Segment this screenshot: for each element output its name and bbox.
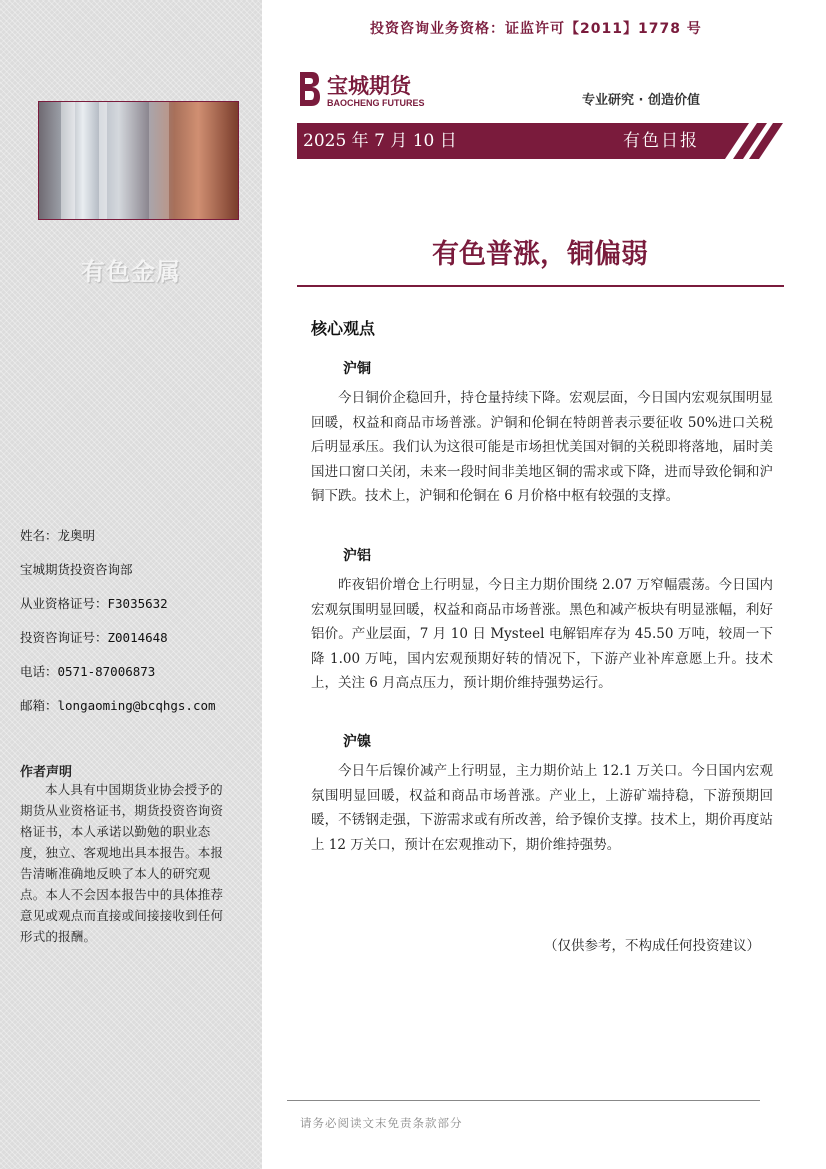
section-title: 沪铜 xyxy=(343,361,371,377)
logo-mark-icon xyxy=(297,70,321,108)
section-copper xyxy=(311,358,773,509)
sidebar xyxy=(0,0,262,1169)
cover-photo xyxy=(38,101,239,220)
author-department: 宝城期货投资咨询部 xyxy=(20,562,133,577)
declaration-title: 作者声明 xyxy=(20,765,73,780)
report-type: 有色日报 xyxy=(623,131,699,151)
logo-english: BAOCHENG FUTURES xyxy=(327,98,425,108)
qualification-line: 投资咨询业务资格：证监许可【2011】1778 号 xyxy=(370,21,702,37)
date-banner xyxy=(297,123,787,159)
section-title: 沪镍 xyxy=(343,734,371,750)
section-aluminum xyxy=(311,545,773,696)
section-body: 今日午后镍价减产上行明显，主力期价站上 12.1 万关口。今日国内宏观氛围明显回暖，权益和商品市场普涨。产业上，上游矿端持稳，下游预期回暖，不锈钢走强，下游需求或有所改善，给予镍价支撑。技术上，期价再度站上 12 万关口，预计在宏观推动下，期价维持强势。 xyxy=(311,763,773,853)
tagline: 专业研究 · 创造价值 xyxy=(582,93,700,108)
category-title: 有色金属 xyxy=(81,258,181,286)
section-title: 沪铝 xyxy=(343,548,371,564)
headline-divider xyxy=(297,285,784,287)
disclaimer: （仅供参考，不构成任何投资建议） xyxy=(544,938,760,954)
logo-name: 宝城期货 xyxy=(327,74,411,98)
footer-divider xyxy=(287,1100,760,1101)
footer-note: 请务必阅读文末免责条款部分 xyxy=(300,1116,463,1130)
section-nickel xyxy=(311,731,773,857)
email: 邮箱：longaoming@bcqhgs.com xyxy=(20,698,216,713)
phone: 电话：0571-87006873 xyxy=(20,664,156,679)
report-date: 2025 年 7 月 10 日 xyxy=(303,131,457,151)
author-contact xyxy=(20,528,216,732)
declaration-body: 本人具有中国期货业协会授予的期货从业资格证书，期货投资咨询资格证书，本人承诺以勤勉的职业态度，独立、客观地出具本报告。本报告清晰准确地反映了本人的研究观点。本人不会因本报告中的具体推荐意见或观点而直接或间接接收到任何形式的报酬。 xyxy=(20,782,224,944)
section-body: 今日铜价企稳回升，持仓量持续下降。宏观层面，今日国内宏观氛围明显回暖，权益和商品市场普涨。沪铜和伦铜在特朗普表示要征收 50%进口关税后明显承压。我们认为这很可能是市场担忧美国对铜的关税即将落地，届时美国进口窗口关闭，未来一段时间非美地区铜的需求或下降，进而导致伦铜和沪铜下跌。技术上，沪铜和伦铜在 6 月价格中枢有较强的支撑。 xyxy=(311,390,773,504)
consulting-number: 投资咨询证号：Z0014648 xyxy=(20,630,168,645)
headline: 有色普涨，铜偏弱 xyxy=(432,239,648,270)
author-name: 姓名：龙奥明 xyxy=(20,528,96,543)
section-body: 昨夜铝价增仓上行明显，今日主力期价围绕 2.07 万窄幅震荡。今日国内宏观氛围明显回暖，权益和商品市场普涨。黑色和减产板块有明显涨幅，利好铝价。产业层面，7 月 10 日 Mysteel 电解铝库存为 45.50 万吨，较周一下降 1.00 万吨，国内宏观预期好转的情况下，下游产业补库意愿上升。技术上，关注 6 月高点压力，预计期价维持强势运行。 xyxy=(311,577,773,691)
core-title: 核心观点 xyxy=(311,319,376,338)
qualification-number: 从业资格证号：F3035632 xyxy=(20,596,168,611)
